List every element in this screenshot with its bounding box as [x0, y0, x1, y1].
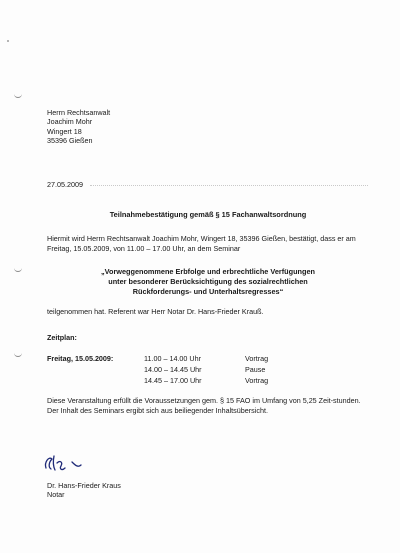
recipient-line-street: Wingert 18: [47, 126, 82, 136]
document-title: Teilnahmebestätigung gemäß § 15 Fachanwaltsordnung: [109, 210, 307, 219]
signer-role: Notar: [47, 490, 65, 499]
schedule-kind: Pause: [245, 365, 266, 375]
schedule-row: [47, 353, 367, 364]
participation-paragraph: teilgenommen hat. Referent war Herr Notar Dr. Hans-Frieder Krauß.: [47, 307, 264, 316]
seminar-title-line-1: „Vorweggenommene Erbfolge und erbrechtliche Verfügungen: [101, 267, 315, 276]
schedule-time: 11.00 – 14.00 Uhr: [144, 354, 202, 363]
schedule-time: 14.45 – 17.00 Uhr: [144, 376, 202, 386]
signer-name: Dr. Hans-Frieder Kraus: [47, 481, 121, 490]
intro-paragraph: Hiermit wird Herrn Rechtsanwalt Joachim Mohr, Wingert 18, 35396 Gießen, bestätigt, dass er am Freitag, 15.05.2009, von 11.00 – 17.00 Uhr, an dem Seminar: [47, 234, 356, 253]
seminar-title: [47, 267, 369, 298]
seminar-title-line-2: unter besonderer Berücksichtigung des sozialrechtlichen: [108, 277, 308, 287]
schedule-day: Freitag, 15.05.2009:: [47, 354, 114, 363]
schedule-label: Zeitplan:: [47, 333, 77, 342]
seminar-title-line-3: Rückforderungs- und Unterhaltsregresses“: [132, 287, 284, 297]
recipient-line-name: Joachim Mohr: [47, 117, 93, 127]
schedule-kind: Vortrag: [245, 354, 269, 363]
recipient-address: [47, 108, 110, 145]
dotted-divider: [90, 185, 368, 186]
fold-mark-middle: [14, 268, 22, 272]
closing-paragraph: Diese Veranstaltung erfüllt die Voraussetzungen gem. § 15 FAO im Umfang von 5,25 Zeit-stunden. Der Inhalt des Seminars ergibt sich aus beiliegender Inhaltsübersicht.: [47, 396, 361, 415]
recipient-line-city: 35396 Gießen: [47, 135, 93, 145]
schedule-kind: Vortrag: [245, 376, 269, 386]
schedule-time: 14.00 – 14.45 Uhr: [144, 365, 202, 375]
schedule-table: [47, 353, 367, 387]
recipient-line-title: Herrn Rechtsanwalt: [47, 108, 111, 117]
schedule-row: [47, 375, 367, 386]
signer-block: [47, 481, 121, 499]
fold-mark-lower: [14, 353, 22, 357]
letter-date: 27.05.2009: [47, 180, 83, 189]
scan-speck: [7, 40, 9, 42]
fold-mark-top: [14, 94, 22, 98]
handwritten-signature: [40, 448, 110, 478]
schedule-row: [47, 364, 367, 375]
